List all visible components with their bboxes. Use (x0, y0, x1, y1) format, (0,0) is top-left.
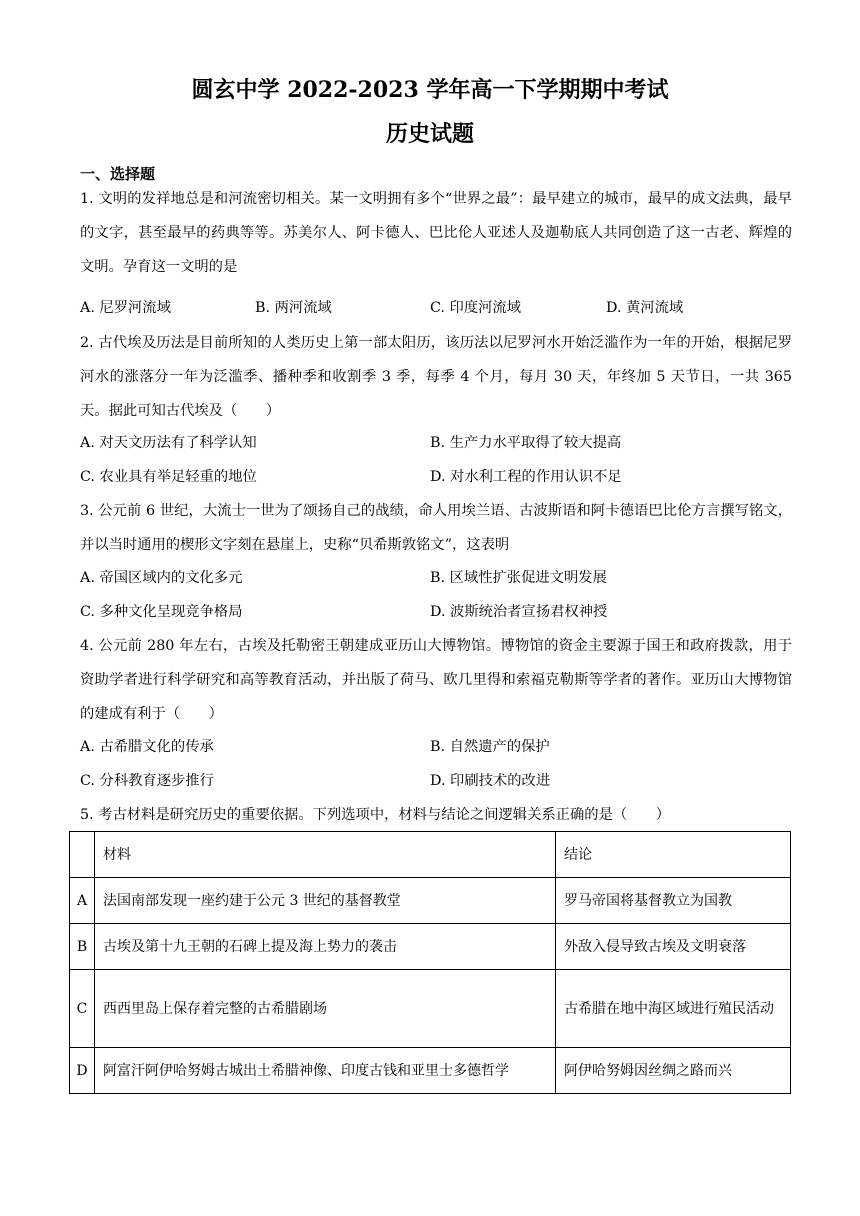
question-2-option-a: A. 对天文历法有了科学认知 (80, 435, 257, 451)
table-row (70, 1048, 791, 1094)
question-1-option-a: A. 尼罗河流域 (80, 300, 171, 316)
table-cell-label: D (70, 1048, 95, 1094)
question-3-option-d: D. 波斯统治者宣扬君权神授 (430, 604, 608, 620)
exam-title: 圆玄中学 2022-2023 学年高一下学期期中考试 (191, 77, 669, 103)
question-3-option-b: B. 区域性扩张促进文明发展 (430, 570, 607, 586)
table-header-cell: 材料 (95, 832, 556, 878)
question-2-option-b: B. 生产力水平取得了较大提高 (430, 435, 622, 451)
question-4-option-a: A. 古希腊文化的传承 (80, 739, 214, 755)
question-5-table (69, 831, 791, 1094)
question-5-stem: 5. 考古材料是研究历史的重要依据。下列选项中，材料与结论之间逻辑关系正确的是（ ） (80, 807, 671, 823)
table-cell-conclusion: 罗马帝国将基督教立为国教 (556, 878, 791, 924)
question-4-stem: 4. 公元前 280 年左右，古埃及托勒密王朝建成亚历山大博物馆。博物馆的资金主要源于国王和政府拨款，用于资助学者进行科学研究和高等教育活动，并出版了荷马、欧几里得和索福克勒斯等学者的著作。亚历山大博物馆的建成有利于（ ） (80, 638, 792, 722)
table-header-cell: 结论 (556, 832, 791, 878)
table-header-cell (70, 832, 95, 878)
question-3-stem: 3. 公元前 6 世纪，大流士一世为了颂扬自己的战绩，命人用埃兰语、古波斯语和阿卡德语巴比伦方言撰写铭文，并以当时通用的楔形文字刻在悬崖上，史称“贝希斯敦铭文”，这表明 (80, 503, 792, 553)
question-3-option-c: C. 多种文化呈现竞争格局 (80, 604, 243, 620)
question-1-stem: 1. 文明的发祥地总是和河流密切相关。某一文明拥有多个“世界之最”：最早建立的城市，最早的成文法典，最早的文字，甚至最早的药典等等。苏美尔人、阿卡德人、巴比伦人亚述人及迦勒底人共同创造了这一古老、辉煌的文明。孕育这一文明的是 (80, 191, 792, 275)
table-cell-conclusion: 外敌入侵导致古埃及文明衰落 (556, 924, 791, 970)
table-cell-label: C (70, 970, 95, 1048)
question-4-option-b: B. 自然遗产的保护 (430, 739, 550, 755)
exam-subtitle: 历史试题 (385, 121, 474, 147)
question-4-option-c: C. 分科教育逐步推行 (80, 773, 214, 789)
question-1-option-d: D. 黄河流域 (606, 300, 684, 316)
table-cell-material: 古埃及第十九王朝的石碑上提及海上势力的袭击 (95, 924, 556, 970)
question-2-option-c: C. 农业具有举足轻重的地位 (80, 469, 257, 485)
table-cell-conclusion: 阿伊哈努姆因丝绸之路而兴 (556, 1048, 791, 1094)
table-cell-label: B (70, 924, 95, 970)
question-3-option-a: A. 帝国区域内的文化多元 (80, 570, 243, 586)
table-row (70, 970, 791, 1048)
section-title: 一、选择题 (80, 165, 156, 183)
question-4-option-d: D. 印刷技术的改进 (430, 773, 551, 789)
table-cell-material: 阿富汗阿伊哈努姆古城出土希腊神像、印度古钱和亚里士多德哲学 (95, 1048, 556, 1094)
question-2-stem: 2. 古代埃及历法是目前所知的人类历史上第一部太阳历，该历法以尼罗河水开始泛滥作为一年的开始，根据尼罗河水的涨落分一年为泛滥季、播种季和收割季 3 季，每季 4 个月，每月 30 天，年终加 5 天节日，一共 365 天。据此可知古代埃及（ ） (80, 335, 792, 419)
table-row (70, 878, 791, 924)
question-1-option-b: B. 两河流域 (255, 300, 332, 316)
table-cell-label: A (70, 878, 95, 924)
question-2-option-d: D. 对水利工程的作用认识不足 (430, 469, 622, 485)
table-cell-material: 法国南部发现一座约建于公元 3 世纪的基督教堂 (95, 878, 556, 924)
table-cell-material: 西西里岛上保存着完整的古希腊剧场 (95, 970, 556, 1048)
table-row (70, 924, 791, 970)
table-header-row (70, 832, 791, 878)
table-cell-conclusion: 古希腊在地中海区域进行殖民活动 (556, 970, 791, 1048)
question-1-option-c: C. 印度河流域 (430, 300, 522, 316)
